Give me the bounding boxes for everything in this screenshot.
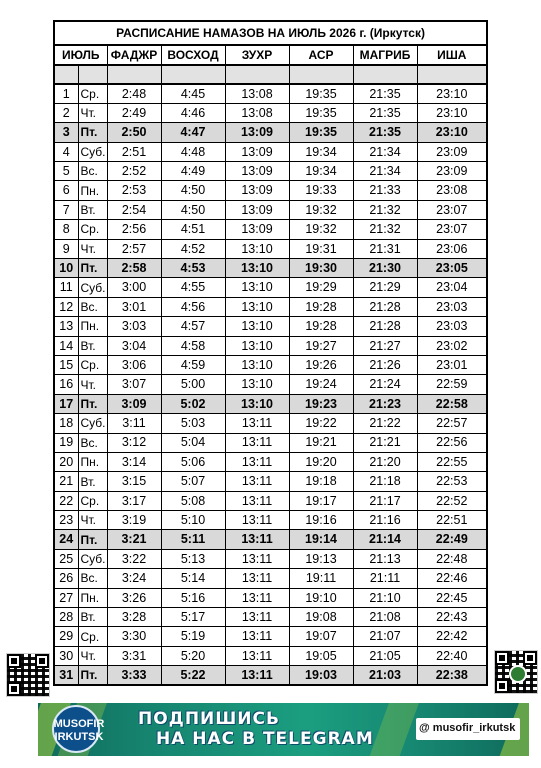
day-number: 13 bbox=[54, 317, 78, 336]
isha-time: 22:38 bbox=[417, 666, 487, 685]
day-number: 31 bbox=[54, 666, 78, 685]
dhuhr-time: 13:10 bbox=[225, 317, 289, 336]
table-row bbox=[54, 394, 487, 413]
weekday: Пн. bbox=[78, 181, 107, 200]
day-number: 22 bbox=[54, 491, 78, 510]
isha-time: 23:05 bbox=[417, 259, 487, 278]
isha-time: 22:53 bbox=[417, 472, 487, 491]
weekday: Чт. bbox=[78, 646, 107, 665]
fajr-time: 2:49 bbox=[107, 103, 161, 122]
weekday: Чт. bbox=[78, 103, 107, 122]
table-row bbox=[54, 569, 487, 588]
dhuhr-time: 13:11 bbox=[225, 588, 289, 607]
maghrib-time: 21:29 bbox=[353, 278, 417, 297]
blank-row bbox=[54, 65, 487, 84]
telegram-banner[interactable] bbox=[38, 703, 529, 756]
asr-time: 19:28 bbox=[289, 317, 353, 336]
sunrise-time: 4:57 bbox=[161, 317, 225, 336]
dhuhr-time: 13:10 bbox=[225, 239, 289, 258]
table-row bbox=[54, 278, 487, 297]
table-row bbox=[54, 511, 487, 530]
table-row bbox=[54, 317, 487, 336]
dhuhr-time: 13:08 bbox=[225, 103, 289, 122]
isha-time: 22:43 bbox=[417, 608, 487, 627]
column-header-fajr: ФАДЖР bbox=[107, 45, 161, 65]
weekday: Пн. bbox=[78, 317, 107, 336]
weekday: Вс. bbox=[78, 433, 107, 452]
isha-time: 22:58 bbox=[417, 394, 487, 413]
schedule-title: РАСПИСАНИЕ НАМАЗОВ НА ИЮЛЬ 2026 г. (Иркутск) bbox=[54, 21, 487, 45]
weekday: Суб. bbox=[78, 142, 107, 161]
weekday: Вс. bbox=[78, 162, 107, 181]
sunrise-time: 5:14 bbox=[161, 569, 225, 588]
weekday: Ср. bbox=[78, 220, 107, 239]
maghrib-time: 21:22 bbox=[353, 414, 417, 433]
asr-time: 19:10 bbox=[289, 588, 353, 607]
asr-time: 19:03 bbox=[289, 666, 353, 685]
dhuhr-time: 13:10 bbox=[225, 278, 289, 297]
day-number: 2 bbox=[54, 103, 78, 122]
prayer-schedule-table bbox=[53, 20, 488, 686]
fajr-time: 2:53 bbox=[107, 181, 161, 200]
day-number: 14 bbox=[54, 336, 78, 355]
table-row bbox=[54, 375, 487, 394]
dhuhr-time: 13:09 bbox=[225, 162, 289, 181]
day-number: 18 bbox=[54, 414, 78, 433]
asr-time: 19:27 bbox=[289, 336, 353, 355]
dhuhr-time: 13:09 bbox=[225, 123, 289, 142]
table-row bbox=[54, 666, 487, 685]
isha-time: 22:59 bbox=[417, 375, 487, 394]
isha-time: 22:56 bbox=[417, 433, 487, 452]
table-row bbox=[54, 162, 487, 181]
asr-time: 19:23 bbox=[289, 394, 353, 413]
fajr-time: 2:56 bbox=[107, 220, 161, 239]
maghrib-time: 21:05 bbox=[353, 646, 417, 665]
asr-time: 19:18 bbox=[289, 472, 353, 491]
sunrise-time: 5:00 bbox=[161, 375, 225, 394]
maghrib-time: 21:34 bbox=[353, 142, 417, 161]
table-row bbox=[54, 452, 487, 471]
isha-time: 22:55 bbox=[417, 452, 487, 471]
fajr-time: 3:04 bbox=[107, 336, 161, 355]
weekday: Чт. bbox=[78, 511, 107, 530]
day-number: 30 bbox=[54, 646, 78, 665]
fajr-time: 3:21 bbox=[107, 530, 161, 549]
weekday: Вт. bbox=[78, 200, 107, 219]
column-header-month: ИЮЛЬ bbox=[54, 45, 107, 65]
fajr-time: 2:52 bbox=[107, 162, 161, 181]
table-row bbox=[54, 608, 487, 627]
maghrib-time: 21:20 bbox=[353, 452, 417, 471]
fajr-time: 3:22 bbox=[107, 549, 161, 568]
fajr-time: 3:15 bbox=[107, 472, 161, 491]
asr-time: 19:20 bbox=[289, 452, 353, 471]
asr-time: 19:08 bbox=[289, 608, 353, 627]
day-number: 5 bbox=[54, 162, 78, 181]
fajr-time: 3:30 bbox=[107, 627, 161, 646]
isha-time: 23:03 bbox=[417, 317, 487, 336]
weekday: Вт. bbox=[78, 336, 107, 355]
table-row bbox=[54, 103, 487, 122]
maghrib-time: 21:33 bbox=[353, 181, 417, 200]
dhuhr-time: 13:10 bbox=[225, 355, 289, 374]
sunrise-time: 4:55 bbox=[161, 278, 225, 297]
maghrib-time: 21:18 bbox=[353, 472, 417, 491]
weekday: Чт. bbox=[78, 239, 107, 258]
weekday: Ср. bbox=[78, 355, 107, 374]
sunrise-time: 4:51 bbox=[161, 220, 225, 239]
dhuhr-time: 13:10 bbox=[225, 394, 289, 413]
fajr-time: 3:06 bbox=[107, 355, 161, 374]
dhuhr-time: 13:09 bbox=[225, 200, 289, 219]
weekday: Вс. bbox=[78, 569, 107, 588]
sunrise-time: 5:16 bbox=[161, 588, 225, 607]
maghrib-time: 21:14 bbox=[353, 530, 417, 549]
maghrib-time: 21:07 bbox=[353, 627, 417, 646]
sunrise-time: 4:48 bbox=[161, 142, 225, 161]
weekday: Пн. bbox=[78, 588, 107, 607]
table-row bbox=[54, 239, 487, 258]
asr-time: 19:35 bbox=[289, 84, 353, 103]
column-header-maghrib: МАГРИБ bbox=[353, 45, 417, 65]
logo-line1: MUSOFIR bbox=[53, 718, 105, 730]
maghrib-time: 21:31 bbox=[353, 239, 417, 258]
weekday: Вт. bbox=[78, 472, 107, 491]
sunrise-time: 4:56 bbox=[161, 297, 225, 316]
column-header-sunrise: ВОСХОД bbox=[161, 45, 225, 65]
table-row bbox=[54, 627, 487, 646]
column-header-dhuhr: ЗУХР bbox=[225, 45, 289, 65]
table-row bbox=[54, 491, 487, 510]
fajr-time: 3:09 bbox=[107, 394, 161, 413]
maghrib-time: 21:35 bbox=[353, 84, 417, 103]
fajr-time: 2:51 bbox=[107, 142, 161, 161]
table-row bbox=[54, 123, 487, 142]
fajr-time: 3:03 bbox=[107, 317, 161, 336]
dhuhr-time: 13:11 bbox=[225, 646, 289, 665]
sunrise-time: 5:20 bbox=[161, 646, 225, 665]
dhuhr-time: 13:10 bbox=[225, 259, 289, 278]
day-number: 7 bbox=[54, 200, 78, 219]
isha-time: 23:07 bbox=[417, 200, 487, 219]
table-row bbox=[54, 355, 487, 374]
table-row bbox=[54, 472, 487, 491]
sunrise-time: 5:17 bbox=[161, 608, 225, 627]
isha-time: 22:48 bbox=[417, 549, 487, 568]
maghrib-time: 21:26 bbox=[353, 355, 417, 374]
cta-line2: НА НАС В TELEGRAM bbox=[156, 729, 374, 749]
dhuhr-time: 13:11 bbox=[225, 530, 289, 549]
isha-time: 22:52 bbox=[417, 491, 487, 510]
isha-time: 22:49 bbox=[417, 530, 487, 549]
sunrise-time: 5:19 bbox=[161, 627, 225, 646]
asr-time: 19:21 bbox=[289, 433, 353, 452]
isha-time: 23:10 bbox=[417, 123, 487, 142]
weekday: Ср. bbox=[78, 491, 107, 510]
weekday: Ср. bbox=[78, 627, 107, 646]
dhuhr-time: 13:11 bbox=[225, 491, 289, 510]
maghrib-time: 21:30 bbox=[353, 259, 417, 278]
day-number: 16 bbox=[54, 375, 78, 394]
table-row bbox=[54, 142, 487, 161]
dhuhr-time: 13:10 bbox=[225, 336, 289, 355]
dhuhr-time: 13:08 bbox=[225, 84, 289, 103]
isha-time: 23:03 bbox=[417, 297, 487, 316]
maghrib-time: 21:21 bbox=[353, 433, 417, 452]
sunrise-time: 4:47 bbox=[161, 123, 225, 142]
fajr-time: 3:28 bbox=[107, 608, 161, 627]
maghrib-time: 21:35 bbox=[353, 123, 417, 142]
maghrib-time: 21:03 bbox=[353, 666, 417, 685]
asr-time: 19:22 bbox=[289, 414, 353, 433]
column-header-row bbox=[54, 45, 487, 65]
asr-time: 19:35 bbox=[289, 103, 353, 122]
weekday: Чт. bbox=[78, 375, 107, 394]
fajr-time: 3:14 bbox=[107, 452, 161, 471]
weekday: Пт. bbox=[78, 123, 107, 142]
dhuhr-time: 13:11 bbox=[225, 511, 289, 530]
weekday: Суб. bbox=[78, 549, 107, 568]
maghrib-time: 21:13 bbox=[353, 549, 417, 568]
fajr-time: 2:58 bbox=[107, 259, 161, 278]
telegram-handle[interactable]: @ musofir_irkutsk bbox=[419, 722, 516, 734]
fajr-time: 3:11 bbox=[107, 414, 161, 433]
fajr-time: 3:31 bbox=[107, 646, 161, 665]
asr-time: 19:32 bbox=[289, 200, 353, 219]
schedule-body bbox=[54, 65, 487, 685]
isha-time: 23:01 bbox=[417, 355, 487, 374]
day-number: 23 bbox=[54, 511, 78, 530]
sunrise-time: 5:06 bbox=[161, 452, 225, 471]
maghrib-time: 21:17 bbox=[353, 491, 417, 510]
weekday: Суб. bbox=[78, 278, 107, 297]
maghrib-time: 21:32 bbox=[353, 220, 417, 239]
qr-code-icon bbox=[494, 650, 538, 694]
fajr-time: 3:01 bbox=[107, 297, 161, 316]
maghrib-time: 21:24 bbox=[353, 375, 417, 394]
sunrise-time: 5:13 bbox=[161, 549, 225, 568]
asr-time: 19:05 bbox=[289, 646, 353, 665]
day-number: 8 bbox=[54, 220, 78, 239]
fajr-time: 3:12 bbox=[107, 433, 161, 452]
asr-time: 19:29 bbox=[289, 278, 353, 297]
weekday: Вс. bbox=[78, 297, 107, 316]
maghrib-time: 21:28 bbox=[353, 317, 417, 336]
table-row bbox=[54, 549, 487, 568]
sunrise-time: 5:10 bbox=[161, 511, 225, 530]
dhuhr-time: 13:09 bbox=[225, 220, 289, 239]
day-number: 6 bbox=[54, 181, 78, 200]
asr-time: 19:14 bbox=[289, 530, 353, 549]
asr-time: 19:32 bbox=[289, 220, 353, 239]
table-row bbox=[54, 297, 487, 316]
table-row bbox=[54, 414, 487, 433]
isha-time: 23:10 bbox=[417, 84, 487, 103]
day-number: 19 bbox=[54, 433, 78, 452]
sunrise-time: 5:03 bbox=[161, 414, 225, 433]
dhuhr-time: 13:10 bbox=[225, 375, 289, 394]
maghrib-time: 21:11 bbox=[353, 569, 417, 588]
weekday: Пт. bbox=[78, 530, 107, 549]
dhuhr-time: 13:11 bbox=[225, 452, 289, 471]
sunrise-time: 4:50 bbox=[161, 181, 225, 200]
sunrise-time: 5:11 bbox=[161, 530, 225, 549]
table-row bbox=[54, 84, 487, 103]
fajr-time: 3:19 bbox=[107, 511, 161, 530]
table-row bbox=[54, 588, 487, 607]
day-number: 10 bbox=[54, 259, 78, 278]
fajr-time: 2:48 bbox=[107, 84, 161, 103]
isha-time: 22:51 bbox=[417, 511, 487, 530]
dhuhr-time: 13:11 bbox=[225, 608, 289, 627]
asr-time: 19:11 bbox=[289, 569, 353, 588]
fajr-time: 2:54 bbox=[107, 200, 161, 219]
sunrise-time: 5:08 bbox=[161, 491, 225, 510]
day-number: 3 bbox=[54, 123, 78, 142]
day-number: 1 bbox=[54, 84, 78, 103]
asr-time: 19:30 bbox=[289, 259, 353, 278]
asr-time: 19:24 bbox=[289, 375, 353, 394]
fajr-time: 3:24 bbox=[107, 569, 161, 588]
table-row bbox=[54, 259, 487, 278]
isha-time: 22:46 bbox=[417, 569, 487, 588]
column-header-isha: ИША bbox=[417, 45, 487, 65]
sunrise-time: 4:53 bbox=[161, 259, 225, 278]
isha-time: 23:02 bbox=[417, 336, 487, 355]
asr-time: 19:34 bbox=[289, 162, 353, 181]
day-number: 27 bbox=[54, 588, 78, 607]
day-number: 12 bbox=[54, 297, 78, 316]
dhuhr-time: 13:11 bbox=[225, 627, 289, 646]
day-number: 25 bbox=[54, 549, 78, 568]
dhuhr-time: 13:10 bbox=[225, 297, 289, 316]
isha-time: 23:09 bbox=[417, 162, 487, 181]
isha-time: 22:45 bbox=[417, 588, 487, 607]
fajr-time: 3:07 bbox=[107, 375, 161, 394]
maghrib-time: 21:32 bbox=[353, 200, 417, 219]
table-row bbox=[54, 220, 487, 239]
table-row bbox=[54, 200, 487, 219]
fajr-time: 2:50 bbox=[107, 123, 161, 142]
weekday: Ср. bbox=[78, 84, 107, 103]
sunrise-time: 5:22 bbox=[161, 666, 225, 685]
day-number: 17 bbox=[54, 394, 78, 413]
maghrib-time: 21:23 bbox=[353, 394, 417, 413]
fajr-time: 2:57 bbox=[107, 239, 161, 258]
dhuhr-time: 13:11 bbox=[225, 569, 289, 588]
sunrise-time: 4:46 bbox=[161, 103, 225, 122]
cta-line1: ПОДПИШИСЬ bbox=[138, 709, 280, 729]
dhuhr-time: 13:09 bbox=[225, 142, 289, 161]
sunrise-time: 5:04 bbox=[161, 433, 225, 452]
isha-time: 23:10 bbox=[417, 103, 487, 122]
sunrise-time: 5:02 bbox=[161, 394, 225, 413]
fajr-time: 3:26 bbox=[107, 588, 161, 607]
maghrib-time: 21:27 bbox=[353, 336, 417, 355]
day-number: 28 bbox=[54, 608, 78, 627]
asr-time: 19:13 bbox=[289, 549, 353, 568]
asr-time: 19:34 bbox=[289, 142, 353, 161]
isha-time: 22:40 bbox=[417, 646, 487, 665]
table-row bbox=[54, 336, 487, 355]
dhuhr-time: 13:09 bbox=[225, 181, 289, 200]
table-row bbox=[54, 646, 487, 665]
isha-time: 22:57 bbox=[417, 414, 487, 433]
asr-time: 19:28 bbox=[289, 297, 353, 316]
fajr-time: 3:17 bbox=[107, 491, 161, 510]
sunrise-time: 4:52 bbox=[161, 239, 225, 258]
weekday: Пт. bbox=[78, 259, 107, 278]
fajr-time: 3:33 bbox=[107, 666, 161, 685]
maghrib-time: 21:28 bbox=[353, 297, 417, 316]
dhuhr-time: 13:11 bbox=[225, 472, 289, 491]
day-number: 21 bbox=[54, 472, 78, 491]
column-header-asr: АСР bbox=[289, 45, 353, 65]
dhuhr-time: 13:11 bbox=[225, 433, 289, 452]
isha-time: 23:08 bbox=[417, 181, 487, 200]
asr-time: 19:31 bbox=[289, 239, 353, 258]
asr-time: 19:17 bbox=[289, 491, 353, 510]
isha-time: 23:04 bbox=[417, 278, 487, 297]
sunrise-time: 4:50 bbox=[161, 200, 225, 219]
sunrise-time: 4:45 bbox=[161, 84, 225, 103]
maghrib-time: 21:10 bbox=[353, 588, 417, 607]
day-number: 26 bbox=[54, 569, 78, 588]
weekday: Пн. bbox=[78, 452, 107, 471]
weekday: Суб. bbox=[78, 414, 107, 433]
table-row bbox=[54, 433, 487, 452]
sunrise-time: 5:07 bbox=[161, 472, 225, 491]
day-number: 20 bbox=[54, 452, 78, 471]
isha-time: 22:42 bbox=[417, 627, 487, 646]
maghrib-time: 21:35 bbox=[353, 103, 417, 122]
sunrise-time: 4:49 bbox=[161, 162, 225, 181]
day-number: 24 bbox=[54, 530, 78, 549]
dhuhr-time: 13:11 bbox=[225, 549, 289, 568]
dhuhr-time: 13:11 bbox=[225, 414, 289, 433]
sunrise-time: 4:58 bbox=[161, 336, 225, 355]
weekday: Пт. bbox=[78, 394, 107, 413]
logo-line2: IRKUTSK bbox=[54, 731, 104, 743]
isha-time: 23:07 bbox=[417, 220, 487, 239]
day-number: 9 bbox=[54, 239, 78, 258]
asr-time: 19:07 bbox=[289, 627, 353, 646]
maghrib-time: 21:08 bbox=[353, 608, 417, 627]
table-row bbox=[54, 181, 487, 200]
weekday: Пт. bbox=[78, 666, 107, 685]
weekday: Вт. bbox=[78, 608, 107, 627]
maghrib-time: 21:34 bbox=[353, 162, 417, 181]
asr-time: 19:33 bbox=[289, 181, 353, 200]
table-row bbox=[54, 530, 487, 549]
dhuhr-time: 13:11 bbox=[225, 666, 289, 685]
isha-time: 23:09 bbox=[417, 142, 487, 161]
day-number: 15 bbox=[54, 355, 78, 374]
asr-time: 19:16 bbox=[289, 511, 353, 530]
day-number: 4 bbox=[54, 142, 78, 161]
fajr-time: 3:00 bbox=[107, 278, 161, 297]
qr-code-icon bbox=[6, 653, 50, 697]
maghrib-time: 21:16 bbox=[353, 511, 417, 530]
sunrise-time: 4:59 bbox=[161, 355, 225, 374]
asr-time: 19:35 bbox=[289, 123, 353, 142]
day-number: 11 bbox=[54, 278, 78, 297]
isha-time: 23:06 bbox=[417, 239, 487, 258]
day-number: 29 bbox=[54, 627, 78, 646]
asr-time: 19:26 bbox=[289, 355, 353, 374]
